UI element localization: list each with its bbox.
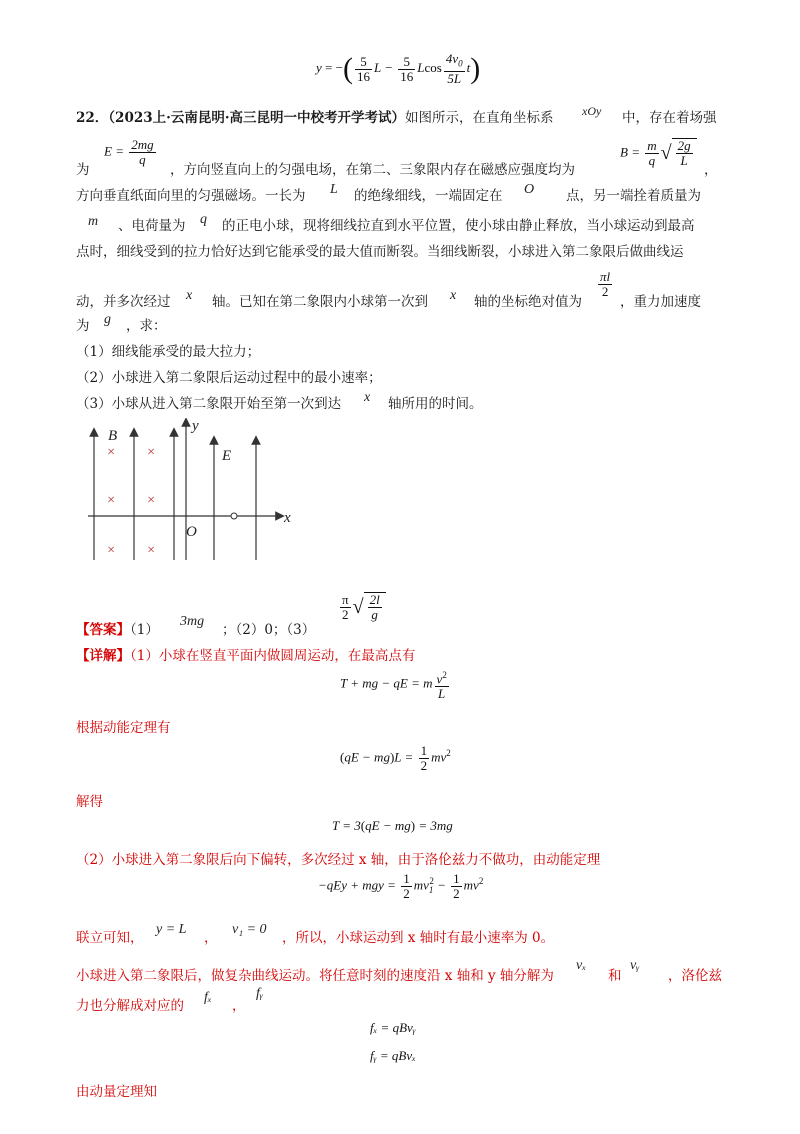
field-diagram [78,418,298,566]
question-line-6-a: 动，并多次经过 [76,294,171,310]
vx-symbol: vₓ [576,958,587,973]
question-line-3: 方向垂直纸面向里的匀强磁场。一长为 [76,188,306,204]
magnetic-cross: × [146,493,156,508]
answer-tag: 【答案】 [76,622,130,638]
v1-equals-0: v₁ = 0 [232,922,267,937]
question-line-2-mid: ，方向竖直向上的匀强电场，在第二、三象限内存在磁感应强度均为 [170,162,575,178]
detail-line-6-a: 小球进入第二象限后，做复杂曲线运动。将任意时刻的速度沿 x 轴和 y 轴分解为 [76,968,554,984]
answer-3-value: $\frac{\pi}{2}$ √ $\frac{2l}{g}$ [338,592,386,622]
question-line-3-mid: 的绝缘细线，一端固定在 [354,188,503,204]
magnetic-cross: × [146,543,156,558]
question-line-4-a: 、电荷量为 [118,218,186,234]
fx-symbol: fₓ [204,990,212,1005]
x-axis-symbol-1: x [186,288,193,303]
question-number: 22． [76,110,109,126]
equation-3: T = 3(qE − mg) = 3mg [332,818,453,833]
length-symbol: L [330,182,338,197]
question-line-5: 点时，细线受到的拉力恰好达到它能承受的最大值而断裂。当细线断裂，小球进入第二象限后做曲线运 [76,244,684,260]
question-line-6-d: ，重力加速度 [620,294,701,310]
magnetic-cross: × [106,493,116,508]
label-e: E [222,448,232,464]
magnetic-cross: × [146,445,156,460]
xoy-symbol: xOy [582,104,602,118]
question-line-2-end: ， [704,162,718,178]
answer-line [76,620,159,640]
charged-ball [231,513,237,519]
detail-line-5-b: ，所以，小球运动到 x 轴时有最小速率为 0。 [282,930,555,946]
origin-symbol: O [524,182,535,197]
electric-field-formula: E = $\frac{2mg}{q}$ [104,137,154,167]
sub-question-3-b: 轴所用的时间。 [388,396,483,412]
mass-symbol: m [88,214,99,229]
detail-line-2: 根据动能定理有 [76,720,171,736]
vy-symbol: vᵧ [630,958,640,973]
equation-6: fᵧ = qBvₓ [370,1048,416,1063]
pi-l-over-2: $\frac{\pi l}{2}$ [600,269,611,299]
x-axis-symbol-3: x [364,390,371,405]
detail-line-5-comma: ， [204,930,218,946]
label-y: y [192,418,199,434]
detail-line-1: 【详解】（1）小球在竖直平面内做圆周运动，在最高点有 [76,648,416,664]
charge-symbol: q [200,212,207,227]
detail-line-8: 由动量定理知 [76,1084,157,1100]
question-line-1: 22．（2023上·云南昆明·高三昆明一中校考开学考试）如图所示，在直角坐标系 [76,110,554,126]
label-x: x [284,510,291,526]
question-line-6-b: 轴。已知在第二象限内小球第一次到 [212,294,428,310]
sub-question-2: （2）小球进入第二象限后运动过程中的最小速率； [76,370,382,386]
detail-and: 和 [608,968,622,984]
equation-4: −qEy + mgy = $\frac{1}{2}$ $mv_1^2$ − $\frac{1}{2}$ $mv^2$ [318,871,484,901]
equation-2: (qE − mg)L = $\frac{1}{2}$ $mv^2$ [340,743,451,773]
question-line-2-start: 为 [76,162,90,178]
detail-line-3: 解得 [76,794,103,810]
detail-line-7-a: 力也分解成对应的 [76,998,184,1014]
y-equals-l: y = L [156,922,187,937]
question-line-7-a: 为 [76,318,90,334]
detail-line-5-a: 联立可知， [76,930,144,946]
detail-line-7-comma: ， [232,998,246,1014]
label-o: O [186,524,197,540]
question-line-3-end: 点，另一端拴着质量为 [566,188,701,204]
equation-1: T + mg − qE = m $\frac{v^2}{L}$ [340,670,447,702]
x-axis-symbol-2: x [450,288,457,303]
sub-question-1: （1）细线能承受的最大拉力； [76,344,261,360]
answer-part-2-3: ；（2）0；（3） [222,622,316,638]
question-source: （2023上·云南昆明·高三昆明一中校考开学考试） [108,110,406,126]
sub-question-3-a: （3）小球从进入第二象限开始至第一次到达 [76,396,342,412]
top-equation-lhs: y [316,59,322,75]
label-b: B [108,428,118,444]
question-line-4-b: 的正电小球，现将细线拉直到水平位置，使小球由静止释放，当小球运动到最高 [222,218,695,234]
magnetic-cross: × [106,543,116,558]
question-line-6-c: 轴的坐标绝对值为 [474,294,582,310]
answer-1-value: 3mg [180,614,205,629]
question-line-7-b: ，求： [126,318,167,334]
magnetic-field-formula: B = $\frac{m}{q}$ √ $\frac{2g}{L}$ [620,138,697,168]
equation-5: fₓ = qBvᵧ [370,1020,416,1035]
top-equation: y = −( $\frac{5}{16}$ L − $\frac{5}{16}$ Lcos $\frac{4v_0}{5L}$ t) [316,51,481,86]
detail-line-4: （2）小球进入第二象限后向下偏转，多次经过 x 轴，由于洛伦兹力不做功，由动能定理 [76,852,601,868]
question-line-1-end: 中，存在着场强 [622,110,717,126]
detail-tag: 【详解】 [76,648,130,664]
gravity-symbol: g [104,312,111,327]
answer-part-1: （1） [130,622,159,638]
fy-symbol: fᵧ [256,986,264,1001]
detail-line-6-b: ，洛伦兹 [668,968,722,984]
magnetic-cross: × [106,445,116,460]
